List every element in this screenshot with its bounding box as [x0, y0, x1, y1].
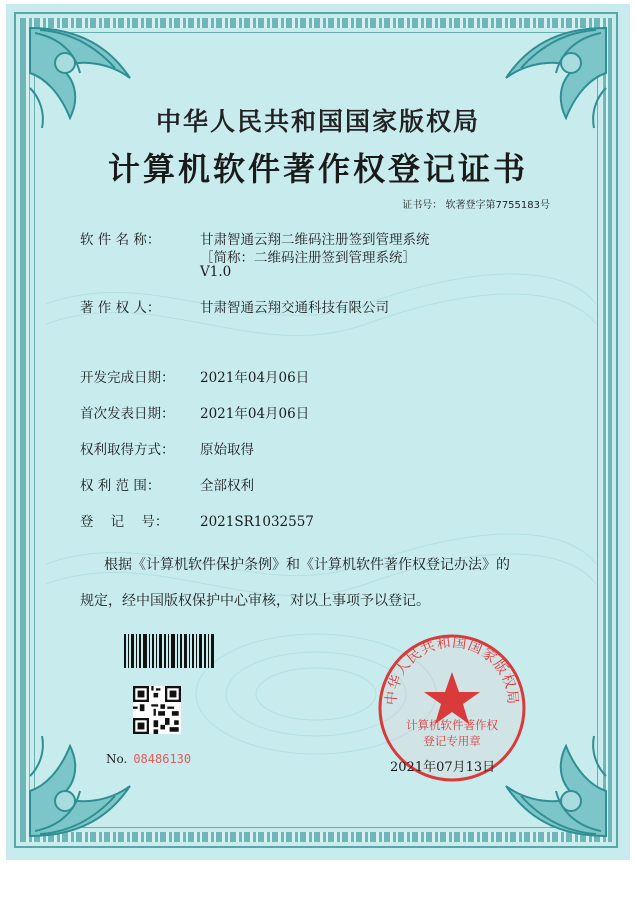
- completion-date: 2021年04月06日: [200, 370, 310, 386]
- completion-date-row: [80, 366, 309, 386]
- publish-date: 2021年04月06日: [200, 406, 310, 422]
- certificate: [6, 4, 630, 860]
- serial-number: [106, 752, 191, 766]
- issue-date: 2021年07月13日: [390, 760, 496, 775]
- field-label: 登 记 号：: [80, 514, 169, 530]
- certificate-number-label: 证书号：: [402, 200, 443, 211]
- software-name: 甘肃智通云翔二维码注册签到管理系统: [200, 232, 430, 248]
- software-name-row: [80, 228, 430, 248]
- scope-row: [80, 474, 254, 494]
- field-label: 权利取得方式：: [80, 442, 175, 458]
- statement-line-1: 根据《计算机软件保护条例》和《计算机软件著作权登记办法》的: [104, 557, 510, 573]
- field-label: 开发完成日期：: [80, 370, 175, 386]
- owner-name: 甘肃智通云翔交通科技有限公司: [200, 300, 389, 316]
- barcode-icon: [124, 634, 216, 668]
- software-version: V1.0: [200, 264, 232, 280]
- field-label: 著 作 权 人：: [80, 300, 161, 316]
- acquisition-row: [80, 438, 254, 458]
- authority-title: 中华人民共和国国家版权局: [155, 107, 480, 136]
- owner-row: [80, 296, 389, 316]
- corner-ornament-icon: [20, 726, 150, 846]
- seal-line-1: 计算机软件著作权: [406, 718, 498, 732]
- field-label: 权 利 范 围：: [80, 478, 161, 494]
- statement-line-2: 规定，经中国版权保护中心审核，对以上事项予以登记。: [80, 593, 430, 609]
- seal-ring-text: 中华人民共和国国家版权局: [383, 634, 521, 706]
- certificate-number-value: 软著登字第7755183号: [445, 200, 550, 211]
- qr-code-icon: [133, 686, 181, 734]
- publish-date-row: [80, 402, 309, 422]
- serial-prefix: No.: [106, 752, 128, 766]
- field-label: 软 件 名 称：: [80, 232, 161, 248]
- seal-line-2: 登记专用章: [423, 734, 481, 748]
- registration-number-row: [80, 510, 314, 530]
- software-abbreviation: ［简称：二维码注册签到管理系统］: [200, 250, 416, 266]
- serial-value: 08486130: [133, 752, 192, 766]
- certificate-title: 计算机软件著作权登记证书: [107, 150, 528, 188]
- field-label: 首次发表日期：: [80, 406, 175, 422]
- acquisition-method: 原始取得: [200, 442, 254, 458]
- rights-scope: 全部权利: [200, 478, 254, 494]
- registration-number: 2021SR1032557: [200, 514, 314, 530]
- certificate-number: [402, 196, 550, 211]
